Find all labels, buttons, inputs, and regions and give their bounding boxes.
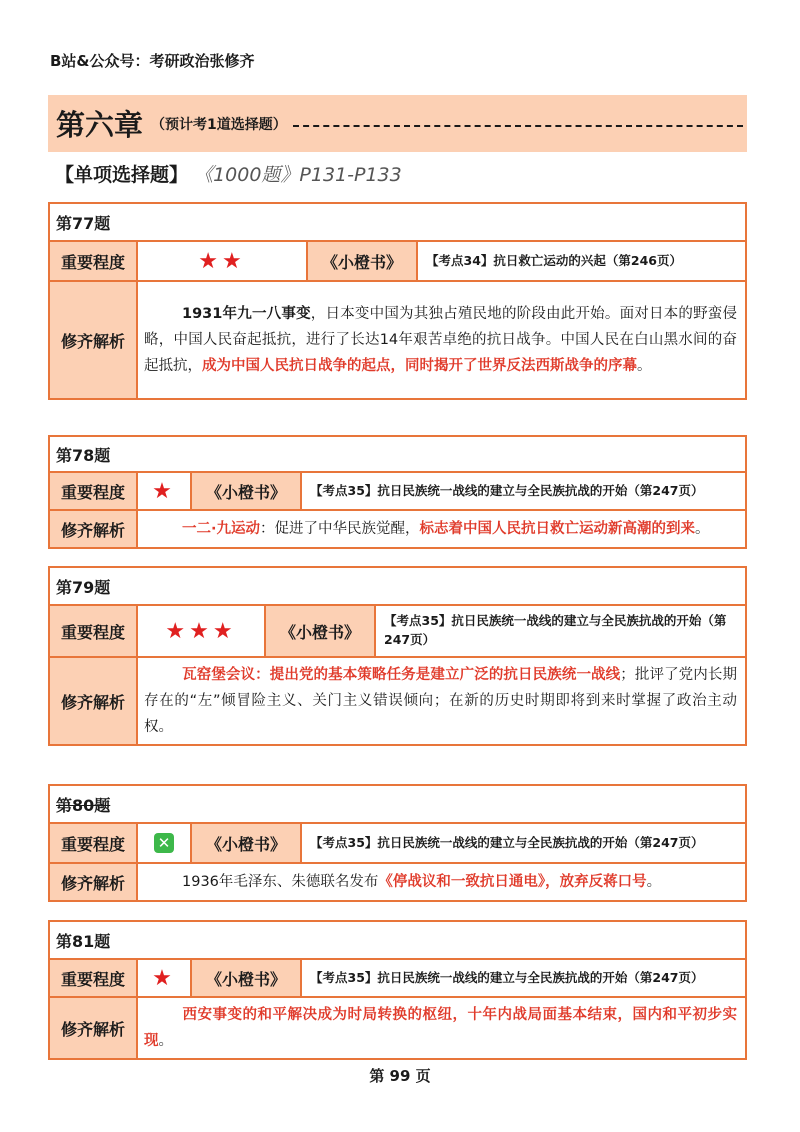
page-number: 第 99 页 — [369, 1067, 431, 1085]
question-number: 第80题 — [49, 785, 746, 823]
header-text: B站&公众号：考研政治张修齐 — [50, 52, 255, 70]
book-label: 《小橙书》 — [191, 472, 301, 510]
analysis-text: 西安事变的和平解决成为时局转换的枢纽，十年内战局面基本结束，国内和平初步实现。 — [137, 997, 746, 1059]
question-number: 第77题 — [49, 203, 746, 241]
importance-label: 重要程度 — [49, 959, 137, 997]
section-label: 【单项选择题】 — [55, 164, 189, 186]
question-number: 第81题 — [49, 921, 746, 959]
book-label: 《小橙书》 — [265, 605, 375, 657]
analysis-text: 一二·九运动：促进了中华民族觉醒，标志着中国人民抗日救亡运动新高潮的到来。 — [137, 510, 746, 548]
chapter-title: 第六章 — [56, 108, 144, 142]
question-78-table — [48, 435, 747, 549]
analysis-label: 修齐解析 — [49, 281, 137, 399]
question-81-table — [48, 920, 747, 1060]
importance-cell — [137, 823, 191, 863]
x-mark-icon: ✕ — [154, 833, 174, 853]
question-number: 第78题 — [49, 436, 746, 472]
question-number: 第79题 — [49, 567, 746, 605]
question-77-table — [48, 202, 747, 400]
analysis-label: 修齐解析 — [49, 997, 137, 1059]
importance-stars: ★ — [137, 959, 191, 997]
importance-stars: ★★★ — [137, 605, 265, 657]
analysis-text: 瓦窑堡会议：提出党的基本策略任务是建立广泛的抗日民族统一战线；批评了党内长期存在的“左”倾冒险主义、关门主义错误倾向；在新的历史时期即将到来时掌握了政治主动权。 — [137, 657, 746, 745]
section-ref: 《1000题》P131-P133 — [194, 164, 402, 186]
kaodian-text: 【考点35】抗日民族统一战线的建立与全民族抗战的开始（第247页） — [375, 605, 746, 657]
question-79-table — [48, 566, 747, 746]
importance-label: 重要程度 — [49, 472, 137, 510]
kaodian-text: 【考点34】抗日救亡运动的兴起（第246页） — [417, 241, 746, 281]
analysis-label: 修齐解析 — [49, 510, 137, 548]
analysis-text: 1931年九一八事变，日本变中国为其独占殖民地的阶段由此开始。面对日本的野蛮侵略，中国人民奋起抵抗，进行了长达14年艰苦卓绝的抗日战争。中国人民在白山黑水间的奋起抵抗，成为中国人民抗日战争的起点，同时揭开了世界反法西斯战争的序幕。 — [137, 281, 746, 399]
importance-stars: ★ — [137, 472, 191, 510]
book-label: 《小橙书》 — [191, 959, 301, 997]
question-80-table — [48, 784, 747, 902]
importance-stars: ★★ — [137, 241, 307, 281]
analysis-text: 1936年毛泽东、朱德联名发布《停战议和一致抗日通电》，放弃反蒋口号。 — [137, 863, 746, 901]
chapter-note: （预计考1道选择题） — [151, 116, 287, 133]
kaodian-text: 【考点35】抗日民族统一战线的建立与全民族抗战的开始（第247页） — [301, 472, 746, 510]
analysis-label: 修齐解析 — [49, 863, 137, 901]
chapter-bar — [48, 95, 747, 152]
importance-label: 重要程度 — [49, 823, 137, 863]
book-label: 《小橙书》 — [307, 241, 417, 281]
analysis-label: 修齐解析 — [49, 657, 137, 745]
kaodian-text: 【考点35】抗日民族统一战线的建立与全民族抗战的开始（第247页） — [301, 959, 746, 997]
chapter-dash-divider — [293, 125, 743, 127]
importance-label: 重要程度 — [49, 241, 137, 281]
book-label: 《小橙书》 — [191, 823, 301, 863]
section-heading — [55, 160, 402, 187]
kaodian-text: 【考点35】抗日民族统一战线的建立与全民族抗战的开始（第247页） — [301, 823, 746, 863]
importance-label: 重要程度 — [49, 605, 137, 657]
